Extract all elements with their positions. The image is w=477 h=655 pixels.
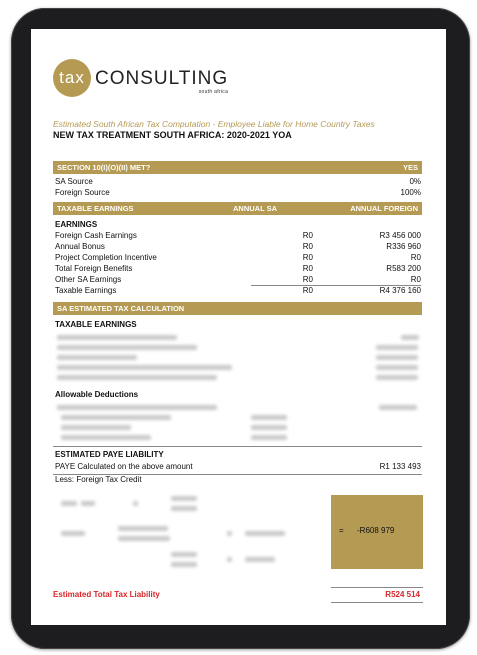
credit-equals: =: [339, 526, 344, 535]
earnings-label: Foreign Cash Earnings: [55, 231, 137, 240]
earnings-row: [55, 231, 421, 240]
taxable-earnings-label: TAXABLE EARNINGS: [57, 204, 134, 213]
source-label: Foreign Source: [55, 188, 110, 197]
earnings-heading: EARNINGS: [55, 220, 98, 229]
allowable-deductions-heading: Allowable Deductions: [55, 390, 139, 399]
earnings-foreign-value: R0: [410, 275, 421, 284]
source-label: SA Source: [55, 177, 93, 186]
source-row: [55, 177, 421, 186]
sa-tax-calc-bar: [53, 302, 422, 315]
earnings-row: [55, 242, 421, 251]
document-title: NEW TAX TREATMENT SOUTH AFRICA: 2020-2021 YOA: [53, 130, 292, 140]
earnings-label: Taxable Earnings: [55, 286, 117, 295]
earnings-sa-value: R0: [302, 264, 313, 273]
earnings-foreign-value: R336 960: [386, 242, 421, 251]
earnings-foreign-value: R0: [410, 253, 421, 262]
earnings-row: [55, 264, 421, 273]
annual-foreign-header: ANNUAL FOREIGN: [350, 204, 418, 213]
total-row: [53, 590, 420, 599]
section-10-value: YES: [402, 163, 418, 172]
paye-heading: ESTIMATED PAYE LIABILITY: [55, 450, 164, 459]
earnings-sa-value: R0: [302, 231, 313, 240]
logo-sub: south africa: [198, 88, 229, 95]
logo-name-text: CONSULTING: [95, 67, 229, 89]
section-divider: [53, 446, 422, 447]
earnings-row: [55, 253, 421, 262]
logo-circle: tax: [53, 59, 91, 97]
total-bottom-divider: [331, 602, 423, 603]
earnings-sa-value: R0: [302, 253, 313, 262]
earnings-row: [55, 286, 421, 295]
earnings-foreign-value: R3 456 000: [379, 231, 421, 240]
earnings-label: Project Completion Incentive: [55, 253, 157, 262]
total-value: R524 514: [385, 590, 420, 599]
credit-value: -R608 979: [357, 526, 395, 535]
taxable-earnings-bar: [53, 202, 422, 215]
paye-calc-label: PAYE Calculated on the above amount: [55, 462, 193, 471]
earnings-label: Total Foreign Benefits: [55, 264, 133, 273]
earnings-row: [55, 275, 421, 284]
earnings-sa-value: R0: [302, 275, 313, 284]
earnings-foreign-value: R4 376 160: [379, 286, 421, 295]
earnings-label: Annual Bonus: [55, 242, 105, 251]
paye-calc-row: [55, 462, 421, 471]
total-label: Estimated Total Tax Liability: [53, 590, 160, 599]
total-top-divider: [331, 587, 423, 588]
sa-tax-calc-label: SA ESTIMATED TAX CALCULATION: [57, 304, 185, 313]
tax-consulting-logo: [53, 59, 228, 97]
source-row: [55, 188, 421, 197]
paye-calc-value: R1 133 493: [379, 462, 421, 471]
section-10-label: SECTION 10(I)(O)(II) MET?: [57, 163, 151, 172]
source-value: 100%: [400, 188, 421, 197]
earnings-foreign-value: R583 200: [386, 264, 421, 273]
earnings-sa-value: R0: [302, 242, 313, 251]
logo-name: [95, 67, 229, 95]
document-subtitle: Estimated South African Tax Computation - Employee Liable for Home Country Taxes: [53, 119, 375, 129]
foreign-credit-box: [331, 495, 423, 569]
section-10-bar: [53, 161, 422, 174]
taxable-earnings-heading: TAXABLE EARNINGS: [55, 320, 137, 329]
foreign-credit-label: Less: Foreign Tax Credit: [55, 475, 142, 484]
source-value: 0%: [409, 177, 421, 186]
earnings-sa-value: R0: [302, 286, 313, 295]
document-screen: [31, 29, 446, 625]
annual-sa-header: ANNUAL SA: [233, 204, 278, 213]
earnings-label: Other SA Earnings: [55, 275, 122, 284]
